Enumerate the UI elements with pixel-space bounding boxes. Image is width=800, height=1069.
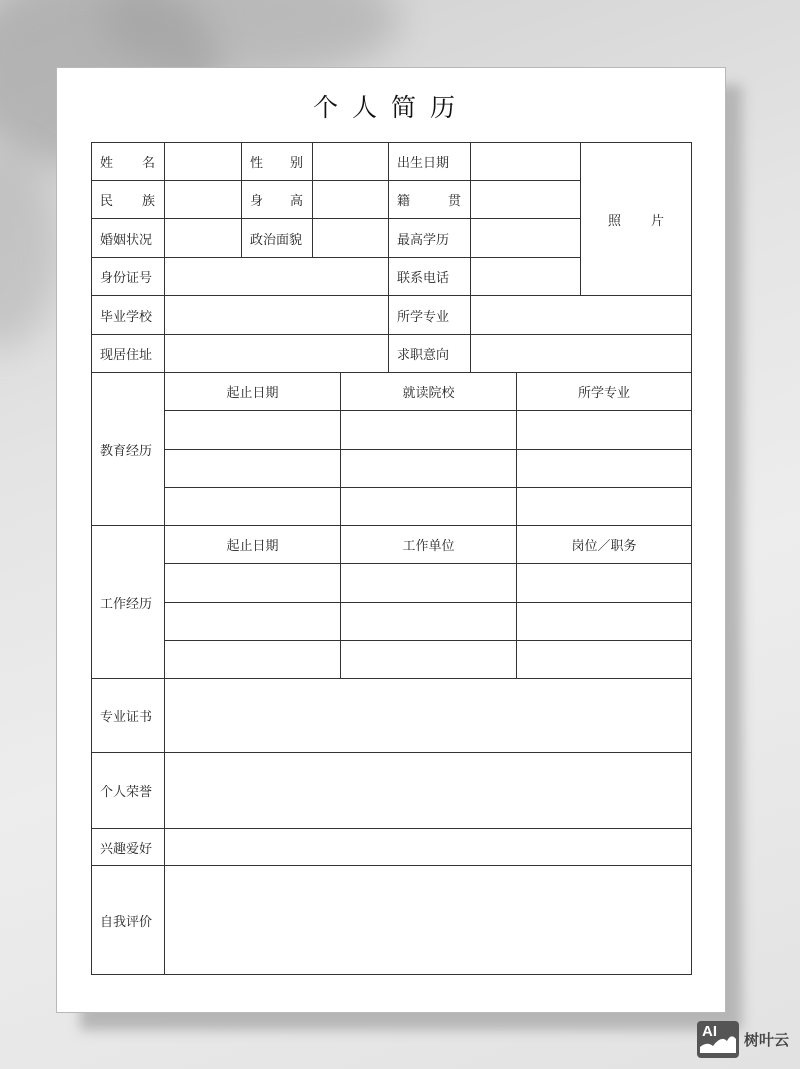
education-row-2-dates[interactable] xyxy=(164,449,341,488)
work-row-1-company[interactable] xyxy=(340,563,517,603)
label-graduate-school: 毕业学校 xyxy=(91,295,165,335)
work-header-position: 岗位／职务 xyxy=(516,525,692,564)
work-header-dates: 起止日期 xyxy=(164,525,341,564)
education-row-2-major[interactable] xyxy=(516,449,692,488)
label-marital-status: 婚姻状况 xyxy=(91,218,165,258)
work-row-1-dates[interactable] xyxy=(164,563,341,603)
watermark xyxy=(697,1021,789,1058)
work-row-2-position[interactable] xyxy=(516,602,692,641)
label-major: 所学专业 xyxy=(388,295,471,335)
label-birth-date: 出生日期 xyxy=(388,142,471,181)
education-level-field[interactable] xyxy=(470,218,581,258)
work-row-2-company[interactable] xyxy=(340,602,517,641)
work-row-3-position[interactable] xyxy=(516,640,692,679)
education-row-3-dates[interactable] xyxy=(164,487,341,526)
label-self-evaluation: 自我评价 xyxy=(91,865,165,975)
label-education: 教育经历 xyxy=(91,372,165,526)
education-row-2-school[interactable] xyxy=(340,449,517,488)
ai-image-icon: AI xyxy=(697,1021,739,1058)
gender-field[interactable] xyxy=(312,142,389,181)
work-row-3-dates[interactable] xyxy=(164,640,341,679)
label-honors: 个人荣誉 xyxy=(91,752,165,829)
education-row-1-major[interactable] xyxy=(516,410,692,450)
work-row-3-company[interactable] xyxy=(340,640,517,679)
certificates-field[interactable] xyxy=(164,678,692,753)
education-row-3-school[interactable] xyxy=(340,487,517,526)
birth-date-field[interactable] xyxy=(470,142,581,181)
education-row-1-dates[interactable] xyxy=(164,410,341,450)
native-place-field[interactable] xyxy=(470,180,581,219)
label-certificates: 专业证书 xyxy=(91,678,165,753)
label-native-place: 籍 贯 xyxy=(388,180,471,219)
education-header-dates: 起止日期 xyxy=(164,372,341,411)
label-job-intention: 求职意向 xyxy=(388,334,471,373)
label-gender: 性 别 xyxy=(241,142,313,181)
ethnicity-field[interactable] xyxy=(164,180,242,219)
hobbies-field[interactable] xyxy=(164,828,692,866)
id-number-field[interactable] xyxy=(164,257,389,296)
education-header-major: 所学专业 xyxy=(516,372,692,411)
watermark-brand: 树叶云 xyxy=(744,1031,790,1049)
phone-field[interactable] xyxy=(470,257,581,296)
height-field[interactable] xyxy=(312,180,389,219)
marital-status-field[interactable] xyxy=(164,218,242,258)
label-education-level: 最高学历 xyxy=(388,218,471,258)
major-field[interactable] xyxy=(470,295,692,335)
education-row-3-major[interactable] xyxy=(516,487,692,526)
label-id-number: 身份证号 xyxy=(91,257,165,296)
label-work: 工作经历 xyxy=(91,525,165,679)
label-address: 现居住址 xyxy=(91,334,165,373)
honors-field[interactable] xyxy=(164,752,692,829)
graduate-school-field[interactable] xyxy=(164,295,389,335)
self-evaluation-field[interactable] xyxy=(164,865,692,975)
job-intention-field[interactable] xyxy=(470,334,692,373)
mountain-glyph xyxy=(697,1021,739,1058)
background-shadow xyxy=(0,150,60,350)
work-row-1-position[interactable] xyxy=(516,563,692,603)
page-title: 个人简历 xyxy=(312,93,469,122)
work-row-2-dates[interactable] xyxy=(164,602,341,641)
name-field[interactable] xyxy=(164,142,242,181)
label-political-status: 政治面貌 xyxy=(241,218,313,258)
work-header-company: 工作单位 xyxy=(340,525,517,564)
education-header-school: 就读院校 xyxy=(340,372,517,411)
label-name: 姓 名 xyxy=(91,142,165,181)
label-hobbies: 兴趣爱好 xyxy=(91,828,165,866)
political-status-field[interactable] xyxy=(312,218,389,258)
label-phone: 联系电话 xyxy=(388,257,471,296)
education-row-1-school[interactable] xyxy=(340,410,517,450)
photo-box[interactable]: 照 片 xyxy=(580,142,692,296)
label-height: 身 高 xyxy=(241,180,313,219)
address-field[interactable] xyxy=(164,334,389,373)
label-ethnicity: 民 族 xyxy=(91,180,165,219)
